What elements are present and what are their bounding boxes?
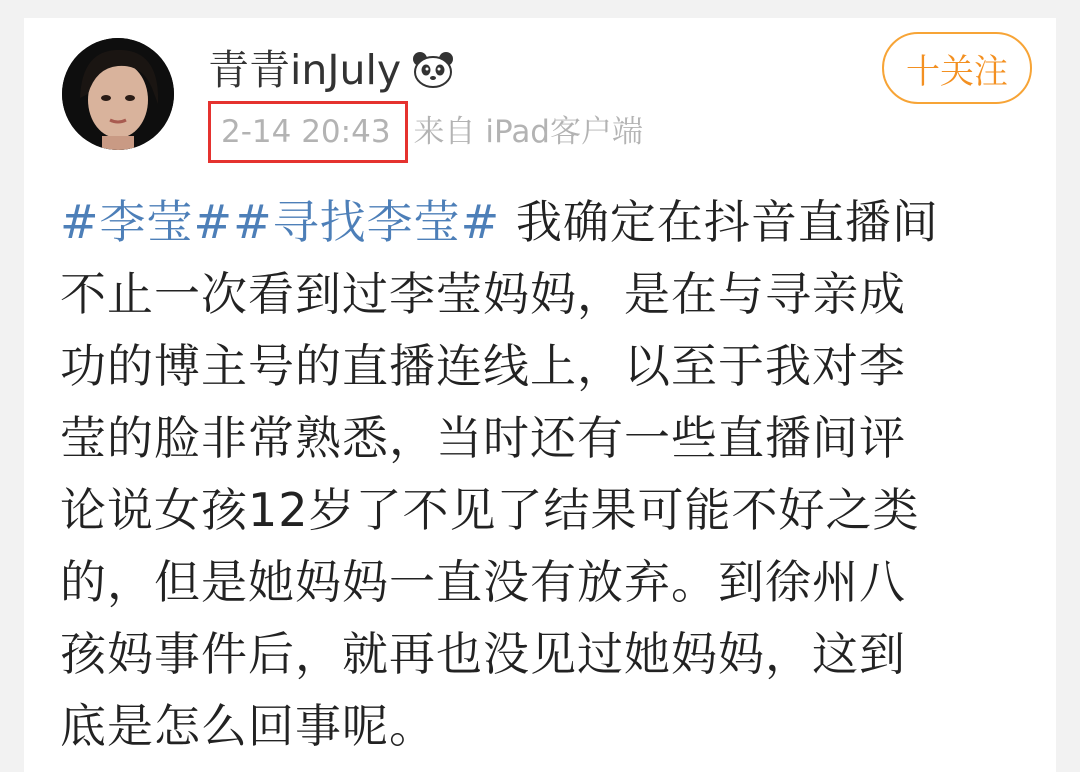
body-line: 底是怎么回事呢。 <box>60 699 436 753</box>
body-line: 莹的脸非常熟悉，当时还有一些直播间评 <box>60 411 906 465</box>
body-line: 不止一次看到过李莹妈妈，是在与寻亲成 <box>60 267 906 321</box>
body-line: 的，但是她妈妈一直没有放弃。到徐州八 <box>60 555 906 609</box>
follow-button[interactable]: 十关注 <box>882 32 1032 104</box>
body-line <box>60 186 1050 258</box>
post-meta <box>208 106 643 158</box>
body-text-segment: 我确定在抖音直播间 <box>515 195 939 249</box>
hashtag-link[interactable]: #李莹# <box>60 195 234 249</box>
panda-icon <box>411 50 455 90</box>
post-source: 来自 iPad客户端 <box>413 114 643 150</box>
body-line: 论说女孩12岁了不见了结果可能不好之类 <box>60 483 920 537</box>
weibo-post-card <box>24 18 1056 772</box>
timestamp: 2-14 20:43 <box>208 101 408 163</box>
avatar[interactable] <box>62 38 174 150</box>
body-line: 孩妈事件后，就再也没见过她妈妈，这到 <box>60 627 906 681</box>
body-line: 功的博主号的直播连线上，以至于我对李 <box>60 339 906 393</box>
hashtag-link[interactable]: #寻找李莹# <box>233 195 501 249</box>
post-body <box>60 186 1050 762</box>
username[interactable]: 青青inJuly <box>208 46 402 94</box>
username-row <box>208 44 455 96</box>
